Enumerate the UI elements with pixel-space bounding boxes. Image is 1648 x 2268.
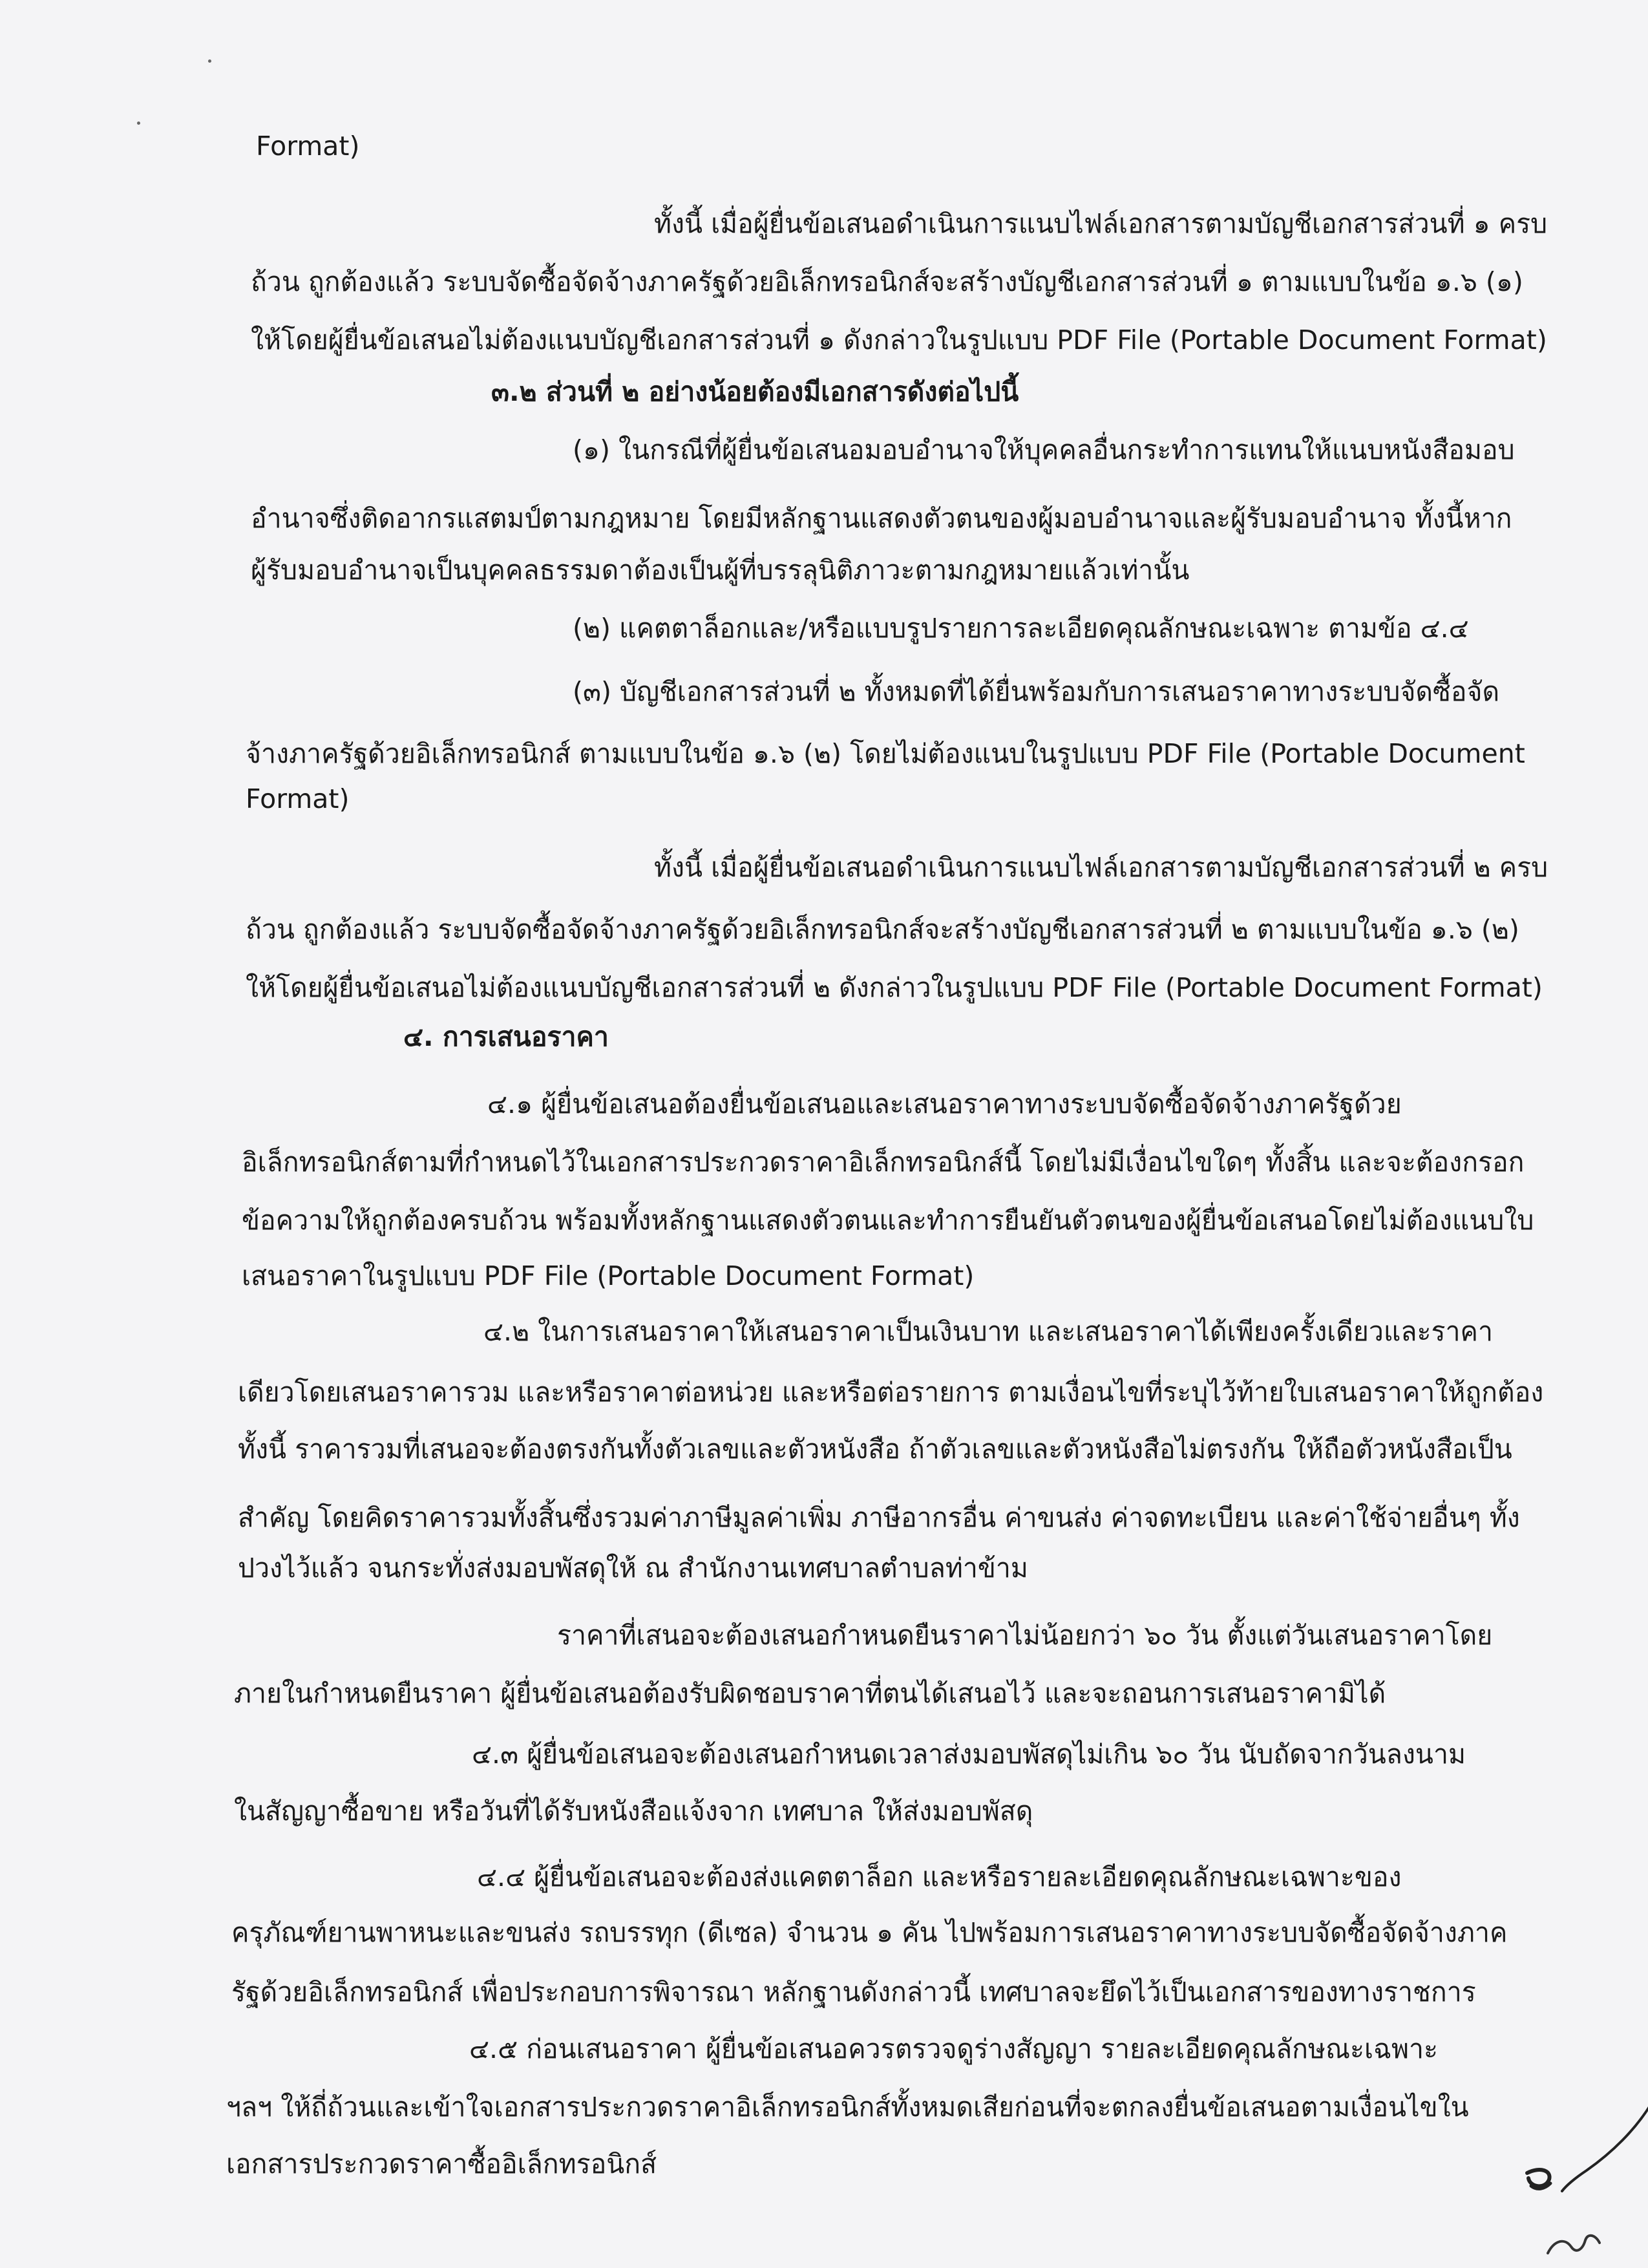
text-line: (๒) แคตตาล็อกและ/หรือแบบรูปรายการละเอียดคุณลักษณะเฉพาะ ตามข้อ ๔.๔ — [573, 613, 1469, 644]
text-line: อำนาจซึ่งติดอากรแสตมป์ตามกฎหมาย โดยมีหลักฐานแสดงตัวตนของผู้มอบอำนาจและผู้รับมอบอำนาจ ทั้งนี้หาก — [251, 503, 1512, 534]
text-line: (๑) ในกรณีที่ผู้ยื่นข้อเสนอมอบอำนาจให้บุคคลอื่นกระทำการแทนให้แนบหนังสือมอบ — [573, 434, 1515, 465]
text-line: ราคาที่เสนอจะต้องเสนอกำหนดยืนราคาไม่น้อยกว่า ๖๐ วัน ตั้งแต่วันเสนอราคาโดย — [557, 1620, 1493, 1651]
text-line: ข้อความให้ถูกต้องครบถ้วน พร้อมทั้งหลักฐานแสดงตัวตนและทำการยืนยันตัวตนของผู้ยื่นข้อเสนอโดยไม่ต้องแนบใบ — [242, 1205, 1534, 1236]
text-line: จ้างภาครัฐด้วยอิเล็กทรอนิกส์ ตามแบบในข้อ ๑.๖ (๒) โดยไม่ต้องแนบในรูปแบบ PDF File (Portable Document — [246, 738, 1525, 769]
text-line: ๔.๒ ในการเสนอราคาให้เสนอราคาเป็นเงินบาท และเสนอราคาได้เพียงครั้งเดียวและราคา — [483, 1316, 1493, 1347]
text-line: ปวงไว้แล้ว จนกระทั่งส่งมอบพัสดุให้ ณ สำนักงานเทศบาลตำบลท่าข้าม — [238, 1553, 1028, 1584]
text-line: ถ้วน ถูกต้องแล้ว ระบบจัดซื้อจัดจ้างภาครัฐด้วยอิเล็กทรอนิกส์จะสร้างบัญชีเอกสารส่วนที่ ๑ ตามแบบในข้อ ๑.๖ (๑) — [251, 266, 1523, 297]
text-line: ๔.๓ ผู้ยื่นข้อเสนอจะต้องเสนอกำหนดเวลาส่งมอบพัสดุไม่เกิน ๖๐ วัน นับถัดจากวันลงนาม — [472, 1739, 1466, 1770]
scan-speck — [137, 122, 140, 125]
text-line: ภายในกำหนดยืนราคา ผู้ยื่นข้อเสนอต้องรับผิดชอบราคาที่ตนได้เสนอไว้ และจะถอนการเสนอราคามิได้ — [234, 1678, 1386, 1709]
text-line: ทั้งนี้ ราคารวมที่เสนอจะต้องตรงกันทั้งตัวเลขและตัวหนังสือ ถ้าตัวเลขและตัวหนังสือไม่ตรงกัน ให้ถือตัวหนังสือเป็น — [238, 1434, 1512, 1465]
text-line: สำคัญ โดยคิดราคารวมทั้งสิ้นซึ่งรวมค่าภาษีมูลค่าเพิ่ม ภาษีอากรอื่น ค่าขนส่ง ค่าจดทะเบียน และค่าใช้จ่ายอื่นๆ ทั้ง — [238, 1502, 1520, 1533]
text-line: ผู้รับมอบอำนาจเป็นบุคคลธรรมดาต้องเป็นผู้ที่บรรลุนิติภาวะตามกฎหมายแล้วเท่านั้น — [251, 555, 1190, 586]
text-line: เสนอราคาในรูปแบบ PDF File (Portable Document Format) — [242, 1260, 975, 1291]
scan-speck — [208, 59, 211, 63]
text-line: ครุภัณฑ์ยานพาหนะและขนส่ง รถบรรทุก (ดีเซล) จำนวน ๑ คัน ไปพร้อมการเสนอราคาทางระบบจัดซื้อจัดจ้างภาค — [231, 1917, 1508, 1948]
text-line: ๔.๕ ก่อนเสนอราคา ผู้ยื่นข้อเสนอควรตรวจดูร่างสัญญา รายละเอียดคุณลักษณะเฉพาะ — [469, 2033, 1439, 2064]
text-line: รัฐด้วยอิเล็กทรอนิกส์ เพื่อประกอบการพิจารณา หลักฐานดังกล่าวนี้ เทศบาลจะยึดไว้เป็นเอกสารของทางราชการ — [231, 1977, 1476, 2008]
text-line: (๓) บัญชีเอกสารส่วนที่ ๒ ทั้งหมดที่ได้ยื่นพร้อมกับการเสนอราคาทางระบบจัดซื้อจัด — [573, 676, 1500, 707]
text-line: ๔.๔ ผู้ยื่นข้อเสนอจะต้องส่งแคตตาล็อก และหรือรายละเอียดคุณลักษณะเฉพาะของ — [477, 1861, 1402, 1892]
text-line: ให้โดยผู้ยื่นข้อเสนอไม่ต้องแนบบัญชีเอกสารส่วนที่ ๒ ดังกล่าวในรูปแบบ PDF File (Portable Document Format) — [246, 972, 1543, 1003]
text-line: ถ้วน ถูกต้องแล้ว ระบบจัดซื้อจัดจ้างภาครัฐด้วยอิเล็กทรอนิกส์จะสร้างบัญชีเอกสารส่วนที่ ๒ ตามแบบในข้อ ๑.๖ (๒) — [246, 914, 1519, 945]
text-line: ทั้งนี้ เมื่อผู้ยื่นข้อเสนอดำเนินการแนบไฟล์เอกสารตามบัญชีเอกสารส่วนที่ ๑ ครบ — [654, 208, 1548, 239]
text-line: ทั้งนี้ เมื่อผู้ยื่นข้อเสนอดำเนินการแนบไฟล์เอกสารตามบัญชีเอกสารส่วนที่ ๒ ครบ — [654, 852, 1548, 883]
text-line: เอกสารประกวดราคาซื้ออิเล็กทรอนิกส์ — [226, 2148, 657, 2179]
text-line: อิเล็กทรอนิกส์ตามที่กำหนดไว้ในเอกสารประกวดราคาอิเล็กทรอนิกส์นี้ โดยไม่มีเงื่อนไขใดๆ ทั้งสิ้น และจะต้องกรอก — [242, 1147, 1525, 1178]
text-line: ๔.๑ ผู้ยื่นข้อเสนอต้องยื่นข้อเสนอและเสนอราคาทางระบบจัดซื้อจัดจ้างภาครัฐด้วย — [487, 1088, 1402, 1119]
text-line: Format) — [256, 131, 360, 162]
text-line: ฯลฯ ให้ถี่ถ้วนและเข้าใจเอกสารประกวดราคาอิเล็กทรอนิกส์ทั้งหมดเสียก่อนที่จะตกลงยื่นข้อเสนอตามเงื่อนไขใน — [226, 2092, 1469, 2123]
handwritten-initials — [1503, 2094, 1648, 2262]
text-line: เดียวโดยเสนอราคารวม และหรือราคาต่อหน่วย และหรือต่อรายการ ตามเงื่อนไขที่ระบุไว้ท้ายใบเสนอราคาให้ถูกต้อง — [238, 1377, 1544, 1408]
section-heading: ๓.๒ ส่วนที่ ๒ อย่างน้อยต้องมีเอกสารดังต่อไปนี้ — [491, 376, 1019, 407]
section-heading: ๔. การเสนอราคา — [403, 1021, 609, 1052]
text-line: Format) — [246, 783, 350, 814]
text-line: ให้โดยผู้ยื่นข้อเสนอไม่ต้องแนบบัญชีเอกสารส่วนที่ ๑ ดังกล่าวในรูปแบบ PDF File (Portable Document Format) — [251, 324, 1547, 355]
text-line: ในสัญญาซื้อขาย หรือวันที่ได้รับหนังสือแจ้งจาก เทศบาล ให้ส่งมอบพัสดุ — [234, 1796, 1033, 1827]
